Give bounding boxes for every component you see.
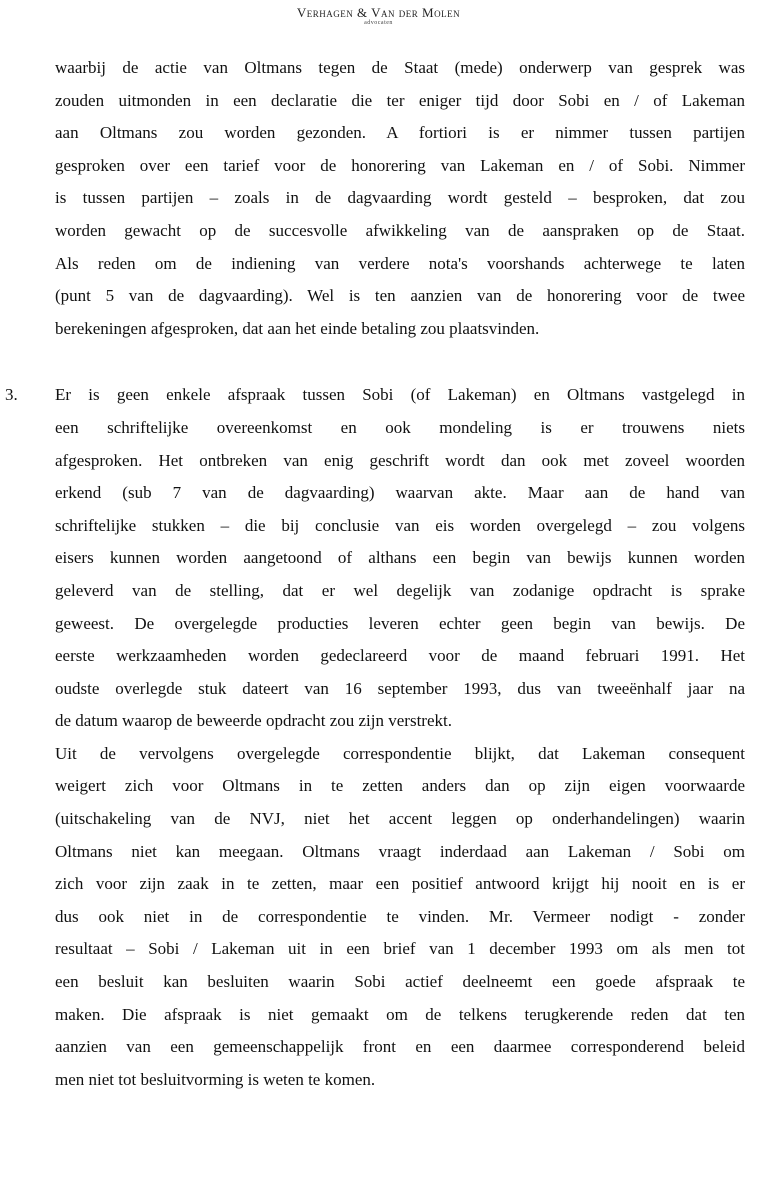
text-line: resultaat – Sobi / Lakeman uit in een brief van 1 december 1993 om als men tot — [55, 939, 745, 959]
text-line: (uitschakeling van de NVJ, niet het accent leggen op onderhandelingen) waarin — [55, 809, 745, 829]
text-line: oudste overlegde stuk dateert van 16 september 1993, dus van tweeënhalf jaar na — [55, 678, 745, 698]
item-number: 3. — [5, 385, 18, 405]
text-line: worden gewacht op de succesvolle afwikkeling van de aanspraken op de Staat. — [55, 220, 745, 240]
text-line: zich voor zijn zaak in te zetten, maar een positief antwoord krijgt hij nooit en is er — [55, 874, 745, 894]
letterhead — [0, 6, 757, 27]
text-line: Er is geen enkele afspraak tussen Sobi (of Lakeman) en Oltmans vastgelegd in — [55, 385, 745, 405]
text-line: gesproken over een tarief voor de honorering van Lakeman en / of Sobi. Nimmer — [55, 155, 745, 175]
numbered-item-3 — [5, 379, 745, 1096]
item-paragraph — [55, 379, 745, 738]
document-body — [5, 52, 745, 1096]
text-line: waarbij de actie van Oltmans tegen de Staat (mede) onderwerp van gesprek was — [55, 58, 745, 77]
text-line: weigert zich voor Oltmans in te zetten anders dan op zijn eigen voorwaarde — [55, 776, 745, 796]
text-line: zouden uitmonden in een declaratie die ter eniger tijd door Sobi en / of Lakeman — [55, 90, 745, 110]
text-line: de datum waarop de beweerde opdracht zou zijn verstrekt. — [55, 711, 452, 731]
text-line: berekeningen afgesproken, dat aan het einde betaling zou plaatsvinden. — [55, 318, 540, 338]
item-paragraph-continuation — [55, 738, 745, 1097]
text-line: geleverd van de stelling, dat er wel degelijk van zodanige opdracht is sprake — [55, 580, 745, 600]
text-line: maken. Die afspraak is niet gemaakt om de telkens terugkerende reden dat ten — [55, 1004, 745, 1024]
text-line: aan Oltmans zou worden gezonden. A fortiori is er nimmer tussen partijen — [55, 123, 745, 143]
text-line: een besluit kan besluiten waarin Sobi actief deelneemt een goede afspraak te — [55, 972, 745, 992]
text-line: (punt 5 van de dagvaarding). Wel is ten aanzien van de honorering voor de twee — [55, 286, 745, 306]
paragraph-continued — [55, 52, 745, 345]
text-line: eerste werkzaamheden worden gedeclareerd voor de maand februari 1991. Het — [55, 646, 745, 666]
text-line: Uit de vervolgens overgelegde correspondentie blijkt, dat Lakeman consequent — [55, 743, 745, 763]
text-line: men niet tot besluitvorming is weten te komen. — [55, 1069, 376, 1089]
text-line: schriftelijke stukken – die bij conclusie van eis worden overgelegd – zou volgens — [55, 515, 745, 535]
text-line: erkend (sub 7 van de dagvaarding) waarvan akte. Maar aan de hand van — [55, 483, 745, 503]
text-line: Als reden om de indiening van verdere nota's voorshands achterwege te laten — [55, 253, 745, 273]
text-line: eisers kunnen worden aangetoond of althans een begin van bewijs kunnen worden — [55, 548, 745, 568]
text-line: is tussen partijen – zoals in de dagvaarding wordt gesteld – besproken, dat zou — [55, 188, 745, 208]
text-line: afgesproken. Het ontbreken van enig geschrift wordt dan ook met zoveel woorden — [55, 450, 745, 470]
text-line: een schriftelijke overeenkomst en ook mondeling is er trouwens niets — [55, 417, 745, 437]
text-line: geweest. De overgelegde producties leveren echter geen begin van bewijs. De — [55, 613, 745, 633]
firm-subtitle: advocaten — [364, 20, 393, 26]
text-line: aanzien van een gemeenschappelijk front en een daarmee corresponderend beleid — [55, 1037, 745, 1057]
text-line: Oltmans niet kan meegaan. Oltmans vraagt inderdaad aan Lakeman / Sobi om — [55, 841, 745, 861]
text-line: dus ook niet in de correspondentie te vinden. Mr. Vermeer nodigt - zonder — [55, 906, 745, 926]
firm-name: Verhagen & Van der Molen — [296, 5, 461, 20]
